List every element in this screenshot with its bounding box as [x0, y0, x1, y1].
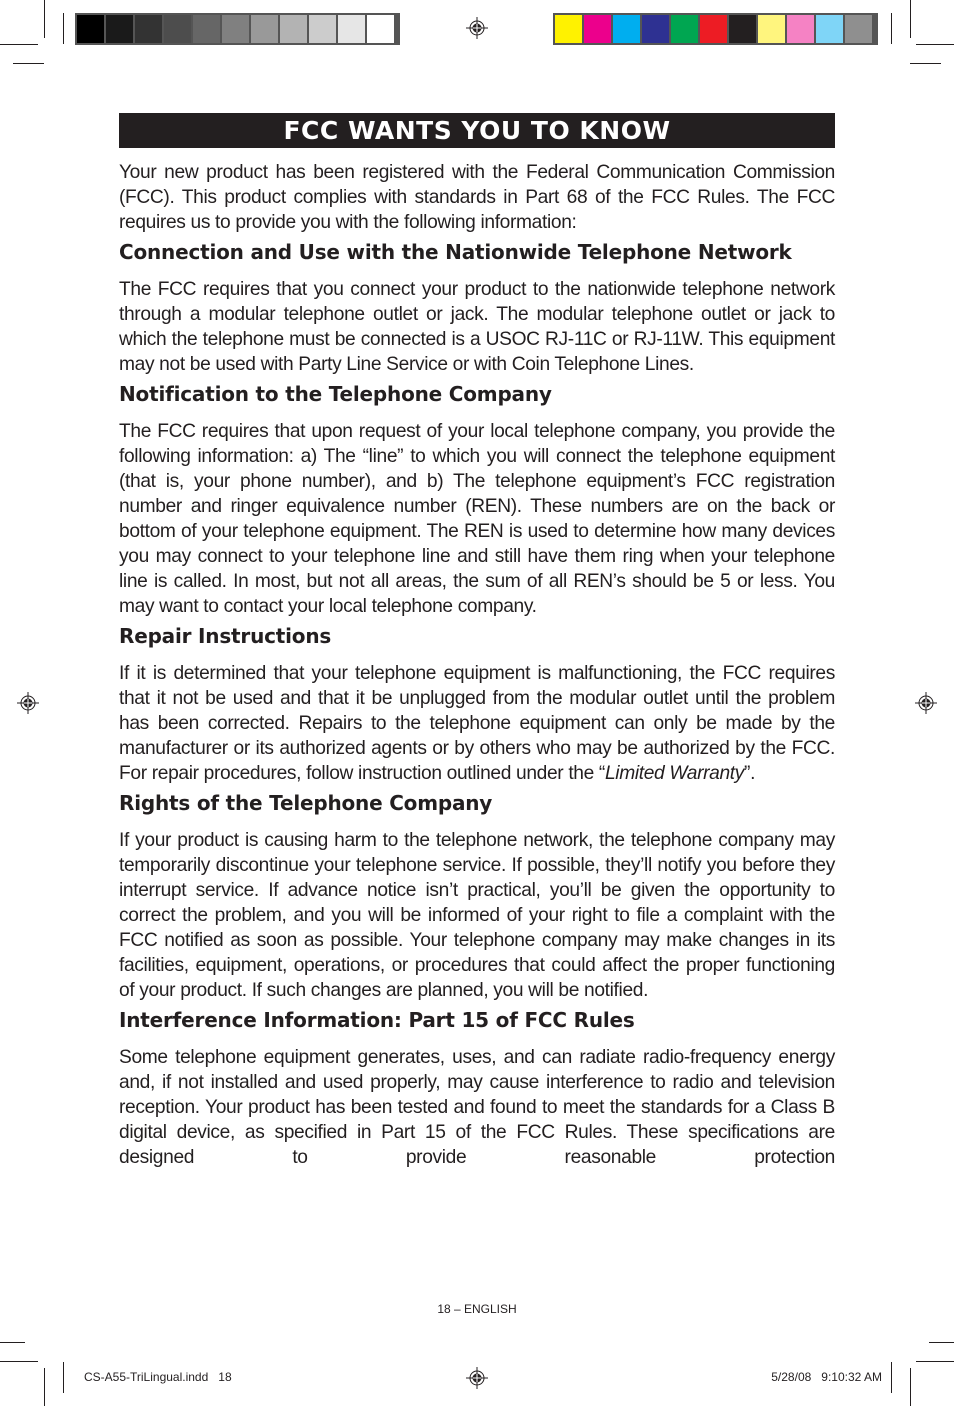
crop-mark — [63, 1362, 64, 1393]
registration-mark-icon — [915, 692, 937, 714]
color-swatch — [845, 15, 872, 43]
crop-mark — [891, 13, 892, 44]
color-swatch — [729, 15, 756, 43]
section-body-interference: Some telephone equipment generates, uses, and can radiate radio-frequency energy and, if not installed and used properly, may cause interference to radio and television reception. Your product has been tested and found to meet the standards for a Class B digital device, as specified in Part 15 of the FCC Rules. These specifications are designed to provide reasonable protection — [119, 1047, 835, 1168]
slug-filename: CS-A55-TriLingual.indd 18 — [84, 1370, 232, 1384]
crop-mark — [0, 1361, 38, 1362]
repair-body-tail: ”. — [744, 763, 756, 784]
section-heading-notification: Notification to the Telephone Company — [119, 382, 552, 406]
color-swatch — [338, 15, 365, 43]
color-swatch — [584, 15, 611, 43]
color-swatch — [613, 15, 640, 43]
color-swatch — [164, 15, 191, 43]
page-folio: 18 – ENGLISH — [437, 1302, 517, 1316]
intro-paragraph: Your new product has been registered with the Federal Communication Commission (FCC). This product complies with standards in Part 68 of the FCC Rules. The FCC requires us to provide you with the following information: — [119, 162, 835, 233]
registration-mark-icon — [466, 1367, 488, 1389]
crop-mark — [13, 63, 44, 64]
crop-mark — [910, 63, 941, 64]
section-body-repair — [119, 661, 835, 786]
section-heading-connection: Connection and Use with the Nationwide Telephone Network — [119, 240, 792, 264]
section-heading-interference: Interference Information: Part 15 of FCC Rules — [119, 1008, 635, 1032]
color-swatch — [816, 15, 843, 43]
color-swatch — [642, 15, 669, 43]
crop-mark — [929, 1342, 954, 1343]
crop-mark — [910, 1368, 911, 1406]
crop-mark — [891, 1362, 892, 1393]
section-body-rights: If your product is causing harm to the telephone network, the telephone company may temporarily discontinue your telephone service. If possible, they’ll notify you before they interrupt service. If advance notice isn’t practical, you’ll be given the opportunity to correct the problem, and you will be informed of your right to file a complaint with the FCC notified as soon as possible. Your telephone company may make changes in its facilities, equipment, operations, or procedures that could affect the proper functioning of your product. If such changes are planned, you will be notified. — [119, 830, 835, 1001]
crop-mark — [0, 44, 38, 45]
section-heading-repair: Repair Instructions — [119, 624, 332, 648]
color-swatch — [222, 15, 249, 43]
registration-mark-icon — [17, 692, 39, 714]
page-title: FCC WANTS YOU TO KNOW — [119, 113, 835, 148]
color-swatch — [251, 15, 278, 43]
color-swatch — [787, 15, 814, 43]
color-swatch — [135, 15, 162, 43]
color-swatch — [671, 15, 698, 43]
section-heading-rights: Rights of the Telephone Company — [119, 791, 493, 815]
limited-warranty-reference: Limited Warranty — [604, 763, 745, 784]
slug-timestamp: 5/28/08 9:10:32 AM — [771, 1370, 882, 1384]
registration-mark-icon — [466, 17, 488, 39]
repair-body-text: If it is determined that your telephone equipment is malfunctioning, the FCC requires that it not be used and that it be unplugged from the modular outlet until the problem has been corrected. Repairs to the telephone equipment can only be made by the manufacturer or its authorized agents or by others who may be authorized by the FCC. For repair procedures, follow instruction outlined under the “ — [119, 663, 835, 784]
color-swatch — [367, 15, 394, 43]
color-swatch — [309, 15, 336, 43]
crop-mark — [0, 1342, 25, 1343]
color-swatch — [700, 15, 727, 43]
crop-mark — [44, 0, 45, 38]
section-body-connection: The FCC requires that you connect your product to the nationwide telephone network through a modular telephone outlet or jack. The modular telephone outlet or jack to which the telephone must be connected is a USOC RJ-11C or RJ-11W. This equipment may not be used with Party Line Service or with Coin Telephone Lines. — [119, 279, 835, 375]
crop-mark — [63, 13, 64, 44]
crop-mark — [916, 1361, 954, 1362]
crop-mark — [910, 0, 911, 38]
color-swatch — [758, 15, 785, 43]
page-content — [119, 113, 835, 1170]
color-swatch — [280, 15, 307, 43]
color-swatch — [555, 15, 582, 43]
crop-mark — [44, 1368, 45, 1406]
color-swatch — [193, 15, 220, 43]
color-swatch — [106, 15, 133, 43]
section-body-notification: The FCC requires that upon request of your local telephone company, you provide the following information: a) The “line” to which you will connect the telephone equipment (that is, your phone number), and b) The telephone equipment’s FCC registration number and ringer equivalence number (REN). These numbers are on the back or bottom of your telephone equipment. The REN is used to determine how many devices you may connect to your telephone line and still have them ring when your telephone line is called. In most, but not all areas, the sum of all REN’s should be 5 or less. You may want to contact your local telephone company. — [119, 421, 835, 617]
crop-mark — [916, 44, 954, 45]
color-swatch — [77, 15, 104, 43]
grayscale-color-bar — [75, 13, 400, 45]
process-color-bar — [553, 13, 878, 45]
